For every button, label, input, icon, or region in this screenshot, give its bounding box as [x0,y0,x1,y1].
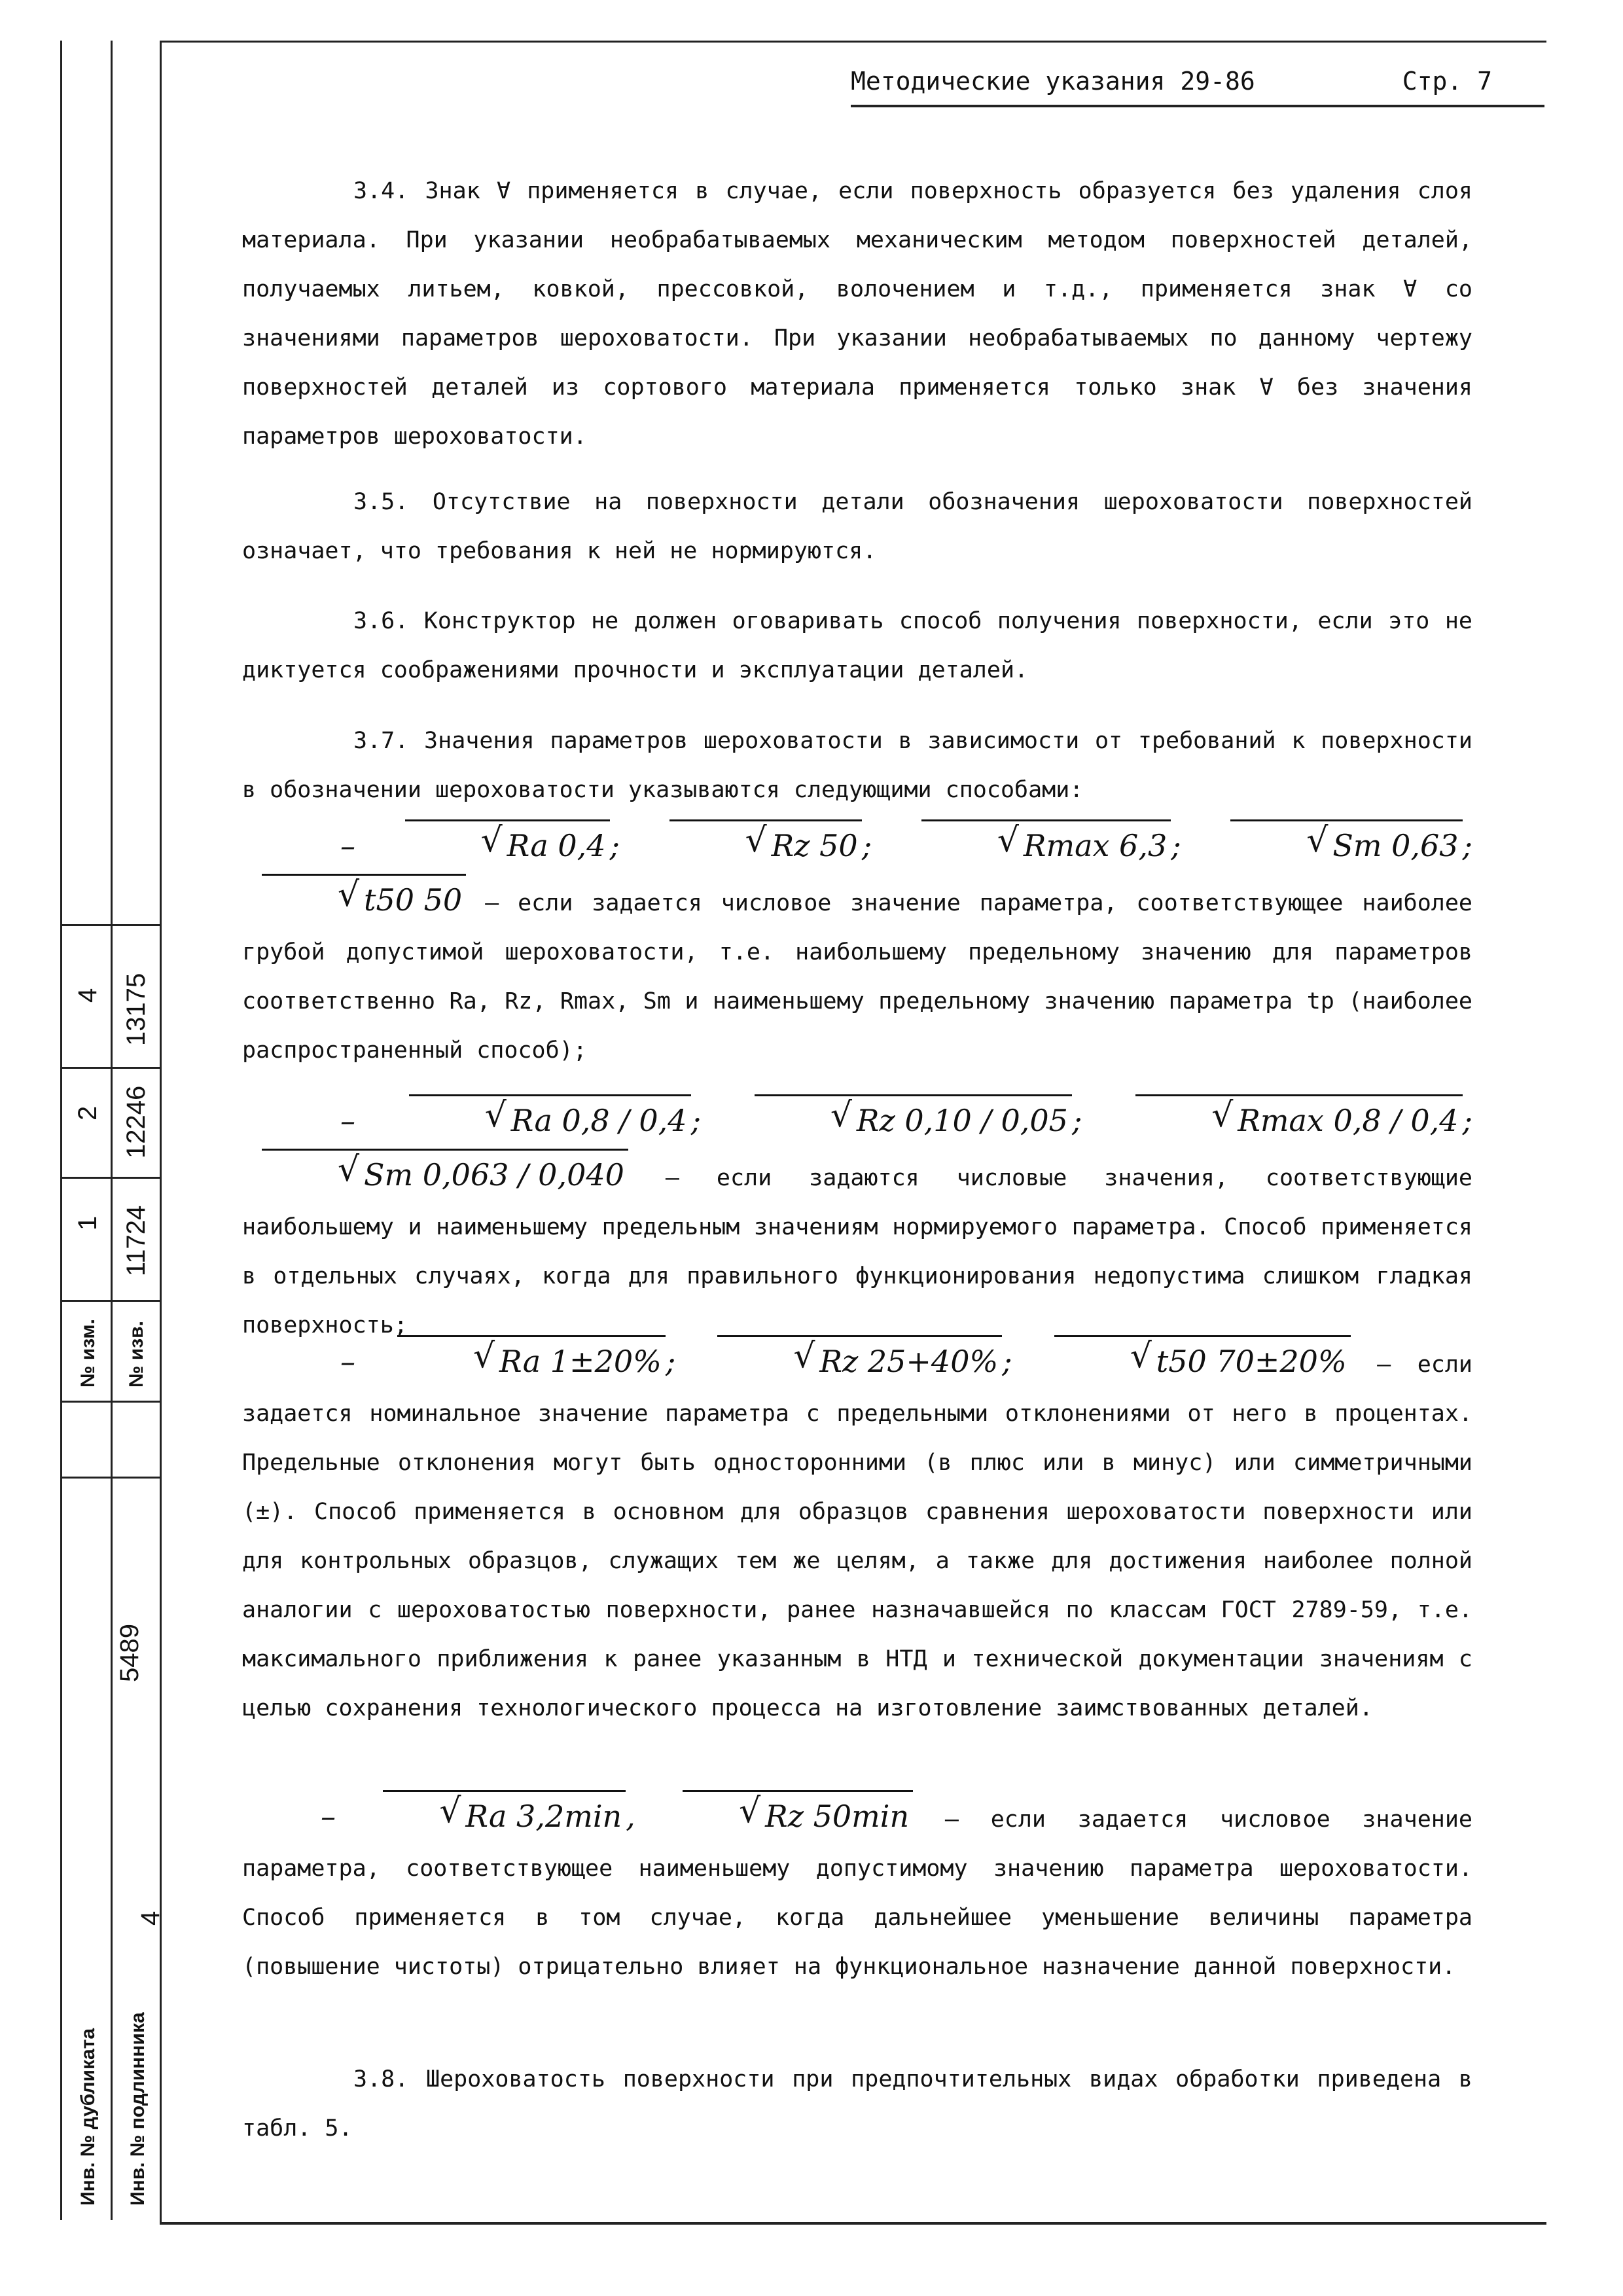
formula-1-description: – если задается числовое значение параметра, соответствующее наиболее грубой допустимой шероховатости, т.е. наибольшему предельному значению для параметров соответственно Ra, Rz, Rmax, Sm и наименьшему предельному значению параметра tp (наиболее распространенный способ); [242,890,1472,1064]
formula-4-description: – если задается числовое значение параметра, соответствующее наименьшему допустимому значению параметра шероховатости. Способ применяется в том случае, когда дальнейшее уменьшение величины параметра (повышение чистоты) отрицательно влияет на функциональное назначение данной поверхности. [242,1806,1472,1980]
formula-block-3: – √ Ra 1±20% ; √ Rz 25+40% ; √ t50 70±20% – если задается номинальное значение параметра с предельными отклонениями от него в процентах. Предельные отклонения могут быть односторонними (в плюс или в минус) или симметричными (±). Способ применяется в основном для образцов сравнения шероховатости поверхности или для контрольных образцов, служащих тем же целям, а также для достижения наиболее полной аналогии с шероховатостью поверхности, ранее назначавшейся по классам ГОСТ 2789-59, т.е. максимального приближения к ранее указанным в НТД и технической документации значениям с целью сохранения технологического процесса на изготовление заимствованных деталей. [242,1335,1472,1733]
section-3-7 [242,717,1472,815]
formula-sm-range: √ Sm 0,063 / 0,040 [262,1149,628,1200]
formula-rz: √ Rz 50 [669,819,862,870]
formula-block-1: – √ Ra 0,4 ; √ Rz 50 ; √ Rmax 6,3 ; √ Sm 0,63 ; √ t50 50 – если задается числовое значение параметра, соответствующее наиболее грубой допустимой шероховатости, т.е. наибольшему предельному значению для параметров соответственно Ra, Rz, Rmax, Sm и наименьшему предельному значению параметра tp (наиболее распространенный способ); [242,819,1472,1075]
inv-original-label: Инв. № подлинника [127,2012,149,2206]
formula-block-2: – √ Ra 0,8 / 0,4 ; √ Rz 0,10 / 0,05 ; √ Rmax 0,8 / 0,4 ; √ Sm 0,063 / 0,040 – если задаются числовые значения, соответствующие наибольшему и наименьшему предельным значениям нормируемого параметра. Способ применяется в отдельных случаях, когда для правильного функционирования недопустима слишком гладкая поверхность; [242,1094,1472,1350]
notice-number-11724: 11724 [122,1205,151,1276]
formula-ra-min: √ Ra 3,2min [383,1790,626,1841]
formula-rmax-range: √ Rmax 0,8 / 0,4 [1135,1094,1462,1145]
formula-rz-range: √ Rz 0,10 / 0,05 [755,1094,1072,1145]
change-number-4: 4 [73,988,102,1003]
formula-ra-range: √ Ra 0,8 / 0,4 [409,1094,691,1145]
change-1: 4 [136,1910,165,1926]
change-header: № изм. [77,1319,99,1388]
document-title: Методические указания 29-86 [851,67,1255,96]
paragraph-3-8: 3.8. Шероховатость поверхности при предпочтительных видах обработки приведена в табл. 5. [242,2066,1472,2142]
paragraph-3-5: 3.5. Отсутствие на поверхности детали обозначения шероховатости поверхностей означает, что требования к ней не нормируются. [242,489,1472,564]
formula-t50: √ t50 50 [262,874,466,925]
formula-rz-min: √ Rz 50min [683,1790,913,1841]
formula-ra-tolerance: √ Ra 1±20% [397,1335,666,1386]
formula-ra: √ Ra 0,4 [405,819,610,870]
formula-2-description: – если задаются числовые значения, соответствующие наибольшему и наименьшему предельным значениям нормируемого параметра. Способ применяется в отдельных случаях, когда для правильного функционирования недопустима слишком гладкая поверхность; [242,1165,1472,1338]
page-number: Стр. 7 [1402,67,1492,96]
change-number-1: 1 [73,1215,102,1230]
page-header [851,65,1544,107]
paragraph-3-6: 3.6. Конструктор не должен оговаривать способ получения поверхности, если это не диктуется соображениями прочности и эксплуатации деталей. [242,608,1472,683]
formula-3-description: – если задается номинальное значение параметра с предельными отклонениями от него в процентах. Предельные отклонения могут быть односторонними (в плюс или в минус) или симметричными (±). Способ применяется в основном для образцов сравнения шероховатости поверхности или для контрольных образцов, служащих тем же целям, а также для достижения наиболее полной аналогии с шероховатостью поверхности, ранее назначавшейся по классам ГОСТ 2789-59, т.е. максимального приближения к ранее указанным в НТД и технической документации значениям с целью сохранения технологического процесса на изготовление заимствованных деталей. [242,1352,1472,1721]
notice-number-13175: 13175 [122,973,151,1046]
paragraph-3-4: 3.4. Знак ∀ применяется в случае, если поверхность образуется без удаления слоя материала. При указании необрабатываемых механическим методом поверхностей деталей, получаемых литьем, ковкой, прессовкой, волочением и т.д., применяется знак ∀ со значениями параметров шероховатости. При указании необрабатываемых по данному чертежу поверхностей деталей из сортового материала применяется только знак ∀ без значения параметров шероховатости. [242,178,1472,450]
margin-divider [60,1477,160,1479]
section-3-8 [242,2055,1472,2153]
inv-original-value: 5489 [115,1624,144,1682]
notice-header: № изв. [126,1321,147,1388]
change-number-2: 2 [73,1105,102,1121]
formula-sm: √ Sm 0,63 [1230,819,1462,870]
formula-rz-tolerance: √ Rz 25+40% [717,1335,1002,1386]
section-3-4 [242,167,1472,461]
inv-duplicate-label: Инв. № дубликата [77,2028,99,2206]
formula-block-4: – √ Ra 3,2min , √ Rz 50min – если задается числовое значение параметра, соответствующее наименьшему допустимому значению параметра шероховатости. Способ применяется в том случае, когда дальнейшее уменьшение величины параметра (повышение чистоты) отрицательно влияет на функциональное назначение данной поверхности. [242,1790,1472,1992]
formula-rmax: √ Rmax 6,3 [921,819,1171,870]
section-3-5 [242,478,1472,576]
notice-number-12246: 12246 [122,1085,151,1158]
section-3-6 [242,597,1472,695]
formula-t50-tolerance: √ t50 70±20% [1054,1335,1351,1386]
paragraph-3-7: 3.7. Значения параметров шероховатости в зависимости от требований к поверхности в обозначении шероховатости указываются следующими способами: [242,728,1472,803]
